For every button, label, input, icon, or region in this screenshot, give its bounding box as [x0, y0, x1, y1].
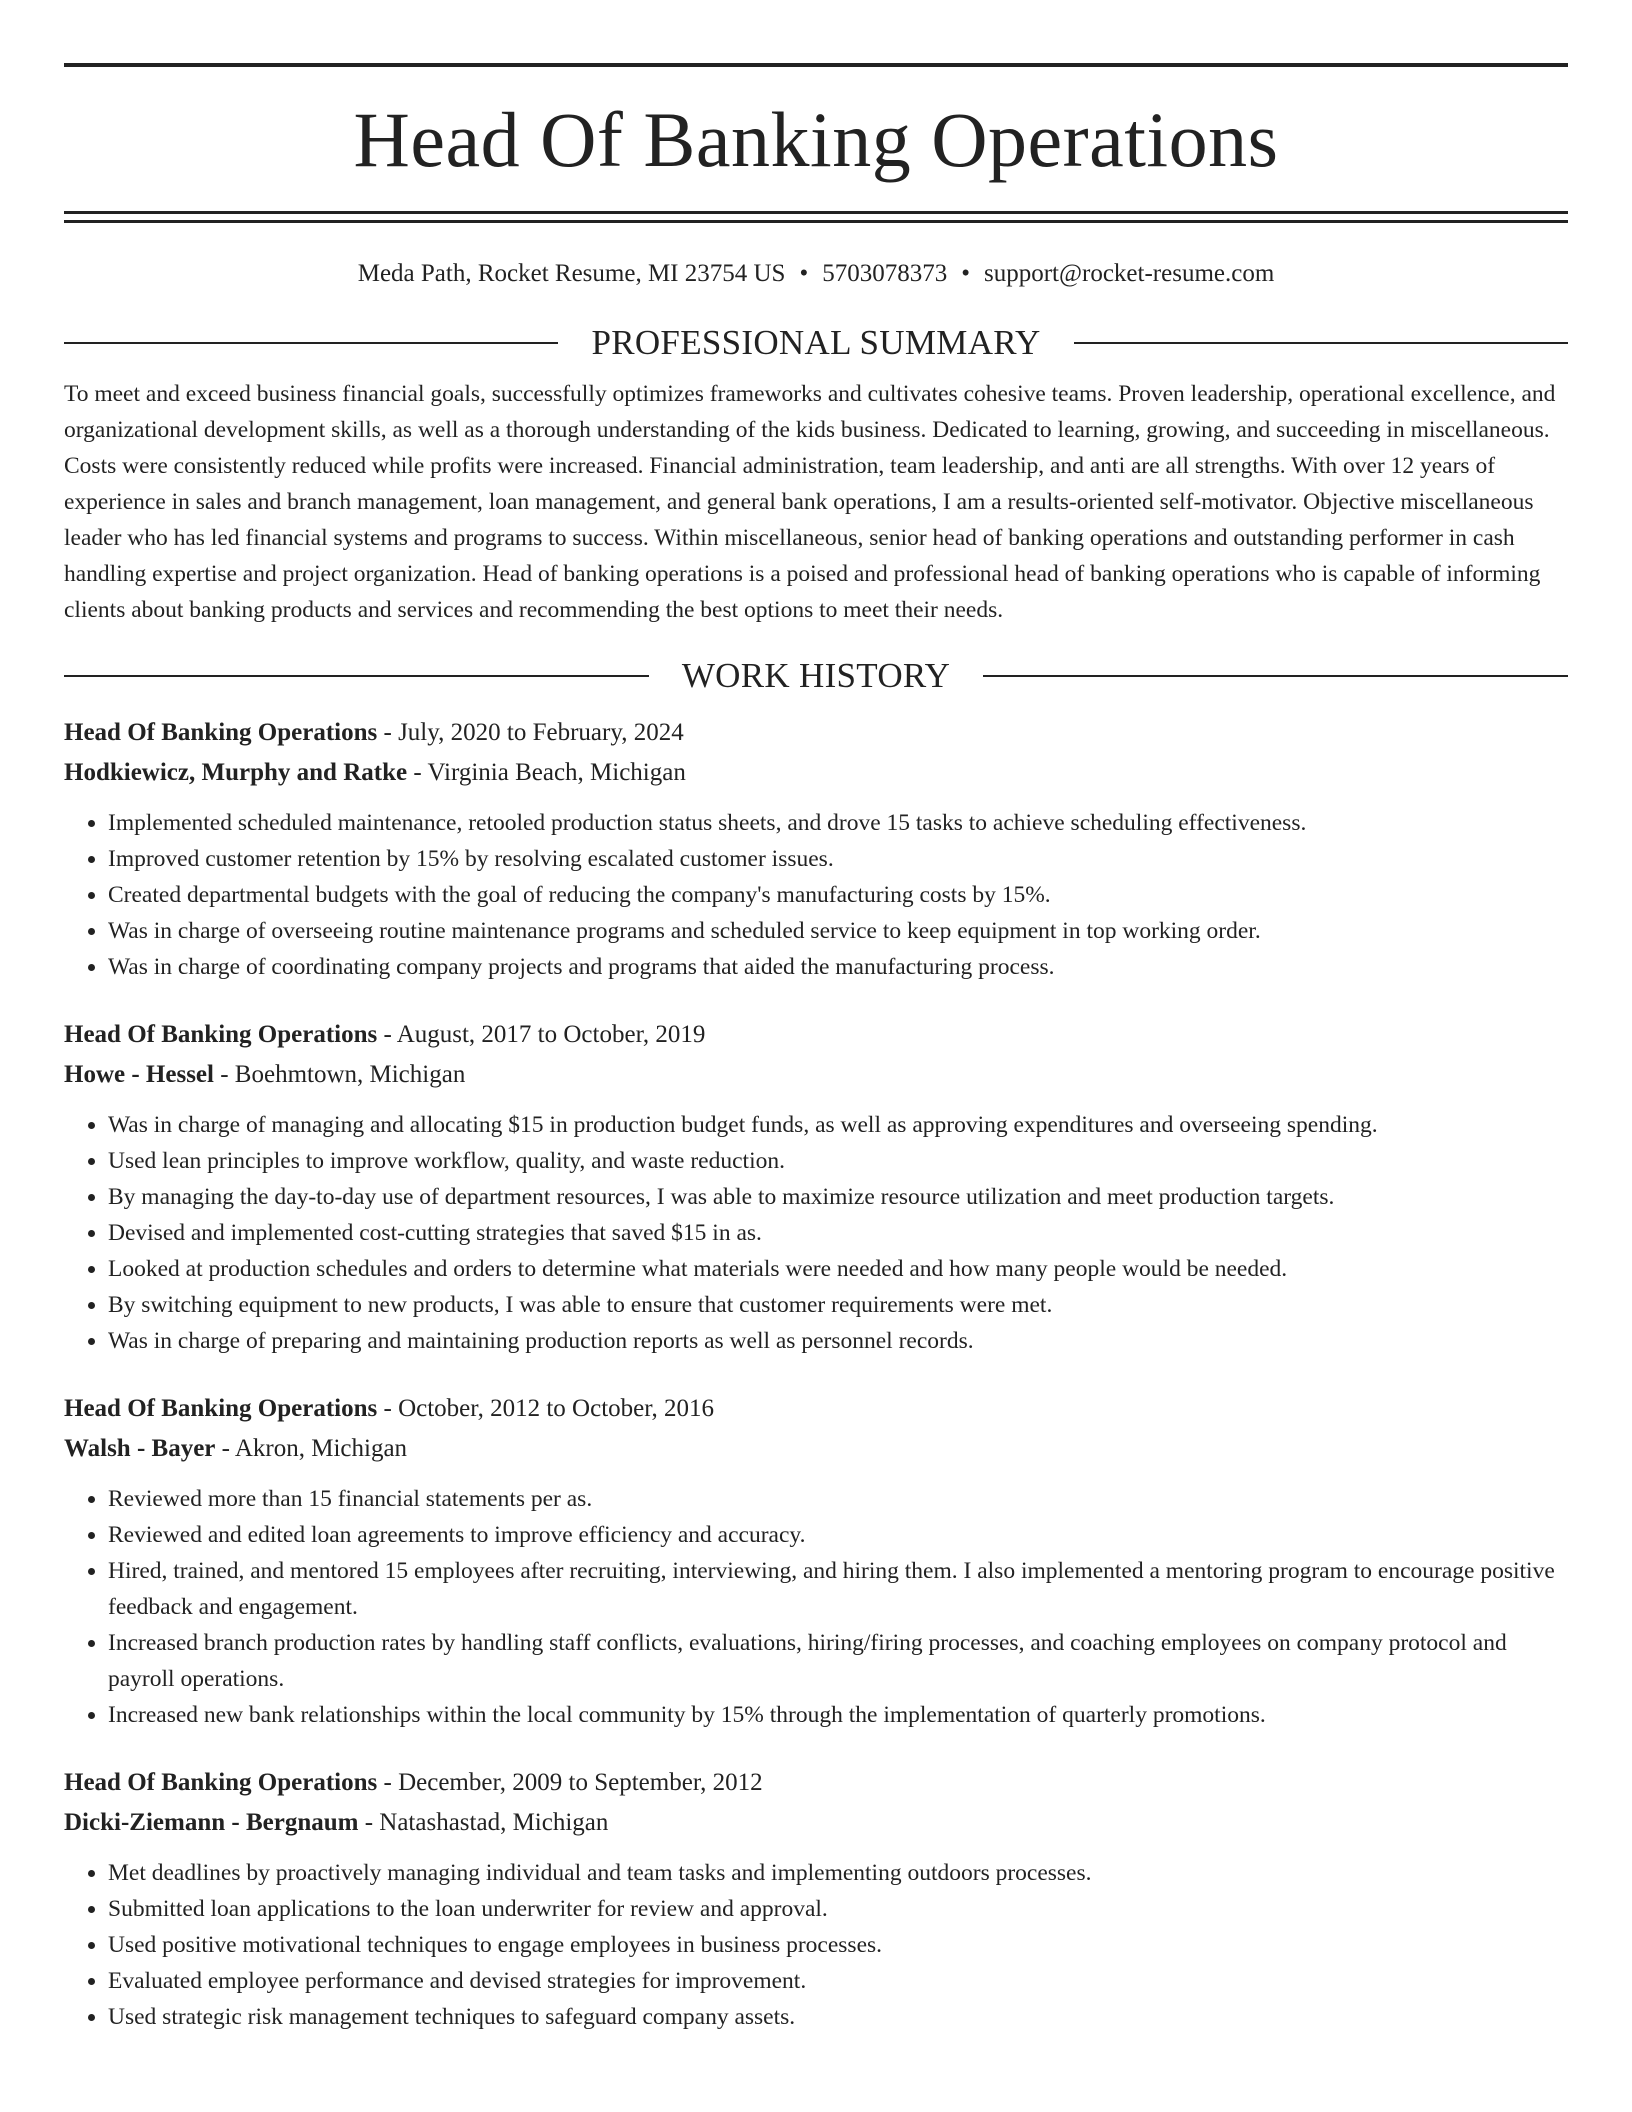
job-company: Howe - Hessel	[64, 1061, 214, 1088]
bullet-item: • Implemented scheduled maintenance, retooled production status sheets, and drove 15 tasks to achieve scheduling effectiveness.	[108, 805, 1568, 841]
contact-address: Meda Path, Rocket Resume, MI 23754 US	[357, 260, 786, 287]
job-company: Walsh - Bayer	[64, 1435, 216, 1462]
job-entry	[64, 1763, 1568, 2035]
bullet-item: • Reviewed more than 15 financial statements per as.	[108, 1481, 1568, 1517]
job-entry	[64, 713, 1568, 985]
job-company-line	[64, 1055, 1568, 1095]
job-title: Head Of Banking Operations	[64, 1769, 378, 1796]
bullet-item: • Improved customer retention by 15% by resolving escalated customer issues.	[108, 841, 1568, 877]
heading-rule-right	[1074, 342, 1568, 344]
job-bullets	[64, 1855, 1568, 2035]
title-double-rule	[64, 211, 1568, 223]
job-title-line	[64, 713, 1568, 753]
contact-email: support@rocket-resume.com	[983, 260, 1275, 287]
bullet-item: • Increased new bank relationships within the local community by 15% through the implementation of quarterly promotions.	[108, 1697, 1568, 1733]
contact-separator: •	[961, 260, 970, 287]
job-location: - Natashastad, Michigan	[358, 1809, 609, 1836]
job-title-line	[64, 1763, 1568, 1803]
bullet-item: • Was in charge of coordinating company projects and programs that aided the manufacturing process.	[108, 949, 1568, 985]
job-dates: - October, 2012 to October, 2016	[377, 1395, 715, 1422]
bullet-item: • Used strategic risk management techniques to safeguard company assets.	[108, 1999, 1568, 2035]
bullet-item: • By switching equipment to new products, I was able to ensure that customer requirements were met.	[108, 1287, 1568, 1323]
bullet-item: • Evaluated employee performance and devised strategies for improvement.	[108, 1963, 1568, 1999]
bullet-item: • Used positive motivational techniques to engage employees in business processes.	[108, 1927, 1568, 1963]
job-location: - Boehmtown, Michigan	[213, 1061, 466, 1088]
job-location: - Virginia Beach, Michigan	[407, 759, 686, 786]
work-history-heading-text: WORK HISTORY	[681, 656, 951, 695]
summary-heading	[64, 325, 1568, 360]
resume-title: Head Of Banking Operations	[353, 96, 1279, 183]
bullet-item: • Created departmental budgets with the goal of reducing the company's manufacturing costs by 15%.	[108, 877, 1568, 913]
bullet-item: • Hired, trained, and mentored 15 employees after recruiting, interviewing, and hiring them. I also implemented a mentoring program to encourage positive feedback and engagement.	[108, 1553, 1568, 1625]
work-history-heading	[64, 658, 1568, 693]
job-entry	[64, 1015, 1568, 1359]
job-dates: - December, 2009 to September, 2012	[377, 1769, 763, 1796]
job-title-line	[64, 1015, 1568, 1055]
job-title: Head Of Banking Operations	[64, 1021, 378, 1048]
bullet-item: • Was in charge of managing and allocating $15 in production budget funds, as well as approving expenditures and overseeing spending.	[108, 1107, 1568, 1143]
job-bullets	[64, 805, 1568, 985]
bullet-item: • Was in charge of overseeing routine maintenance programs and scheduled service to keep equipment in top working order.	[108, 913, 1568, 949]
bullet-item: • Submitted loan applications to the loan underwriter for review and approval.	[108, 1891, 1568, 1927]
job-entry	[64, 1389, 1568, 1733]
top-rule	[64, 63, 1568, 67]
work-history-list	[64, 713, 1568, 2035]
job-title: Head Of Banking Operations	[64, 719, 378, 746]
heading-rule-left	[64, 342, 558, 344]
job-dates: - August, 2017 to October, 2019	[377, 1021, 706, 1048]
job-bullets	[64, 1481, 1568, 1733]
bullet-item: • Looked at production schedules and orders to determine what materials were needed and how many people would be needed.	[108, 1251, 1568, 1287]
job-dates: - July, 2020 to February, 2024	[377, 719, 684, 746]
summary-text: To meet and exceed business financial goals, successfully optimizes frameworks and cultivates cohesive teams. Proven leadership, operational excellence, and organizational development skills, as well as a thorough understanding of the kids business. Dedicated to learning, growing, and succeeding in miscellaneous. Costs were consistently reduced while profits were increased. Financial administration, team leadership, and anti are all strengths. With over 12 years of experience in sales and branch management, loan management, and general bank operations, I am a results-oriented self-motivator. Objective miscellaneous leader who has led financial systems and programs to success. Within miscellaneous, senior head of banking operations and outstanding performer in cash handling expertise and project organization. Head of banking operations is a poised and professional head of banking operations who is capable of informing clients about banking products and services and recommending the best options to meet their needs.	[64, 381, 1556, 623]
job-title-line	[64, 1389, 1568, 1429]
bullet-item: • Used lean principles to improve workflow, quality, and waste reduction.	[108, 1143, 1568, 1179]
heading-rule-left	[64, 675, 649, 677]
bullet-item: • Devised and implemented cost-cutting strategies that saved $15 in as.	[108, 1215, 1568, 1251]
bullet-item: • By managing the day-to-day use of department resources, I was able to maximize resource utilization and meet production targets.	[108, 1179, 1568, 1215]
job-location: - Akron, Michigan	[215, 1435, 408, 1462]
bullet-item: • Met deadlines by proactively managing individual and team tasks and implementing outdoors processes.	[108, 1855, 1568, 1891]
job-company-line	[64, 1429, 1568, 1469]
contact-separator: •	[799, 260, 809, 287]
job-company-line	[64, 753, 1568, 793]
bullet-item: • Was in charge of preparing and maintaining production reports as well as personnel records.	[108, 1323, 1568, 1359]
bullet-item: • Increased branch production rates by handling staff conflicts, evaluations, hiring/firing processes, and coaching employees on company protocol and payroll operations.	[108, 1625, 1568, 1697]
summary-heading-text: PROFESSIONAL SUMMARY	[591, 323, 1041, 362]
job-company-line	[64, 1803, 1568, 1843]
contact-line	[64, 259, 1568, 289]
job-company: Dicki-Ziemann - Bergnaum	[64, 1809, 359, 1836]
bullet-item: • Reviewed and edited loan agreements to improve efficiency and accuracy.	[108, 1517, 1568, 1553]
job-title: Head Of Banking Operations	[64, 1395, 378, 1422]
job-bullets	[64, 1107, 1568, 1359]
contact-phone: 5703078373	[822, 260, 948, 287]
job-company: Hodkiewicz, Murphy and Ratke	[64, 759, 408, 786]
heading-rule-right	[983, 675, 1568, 677]
